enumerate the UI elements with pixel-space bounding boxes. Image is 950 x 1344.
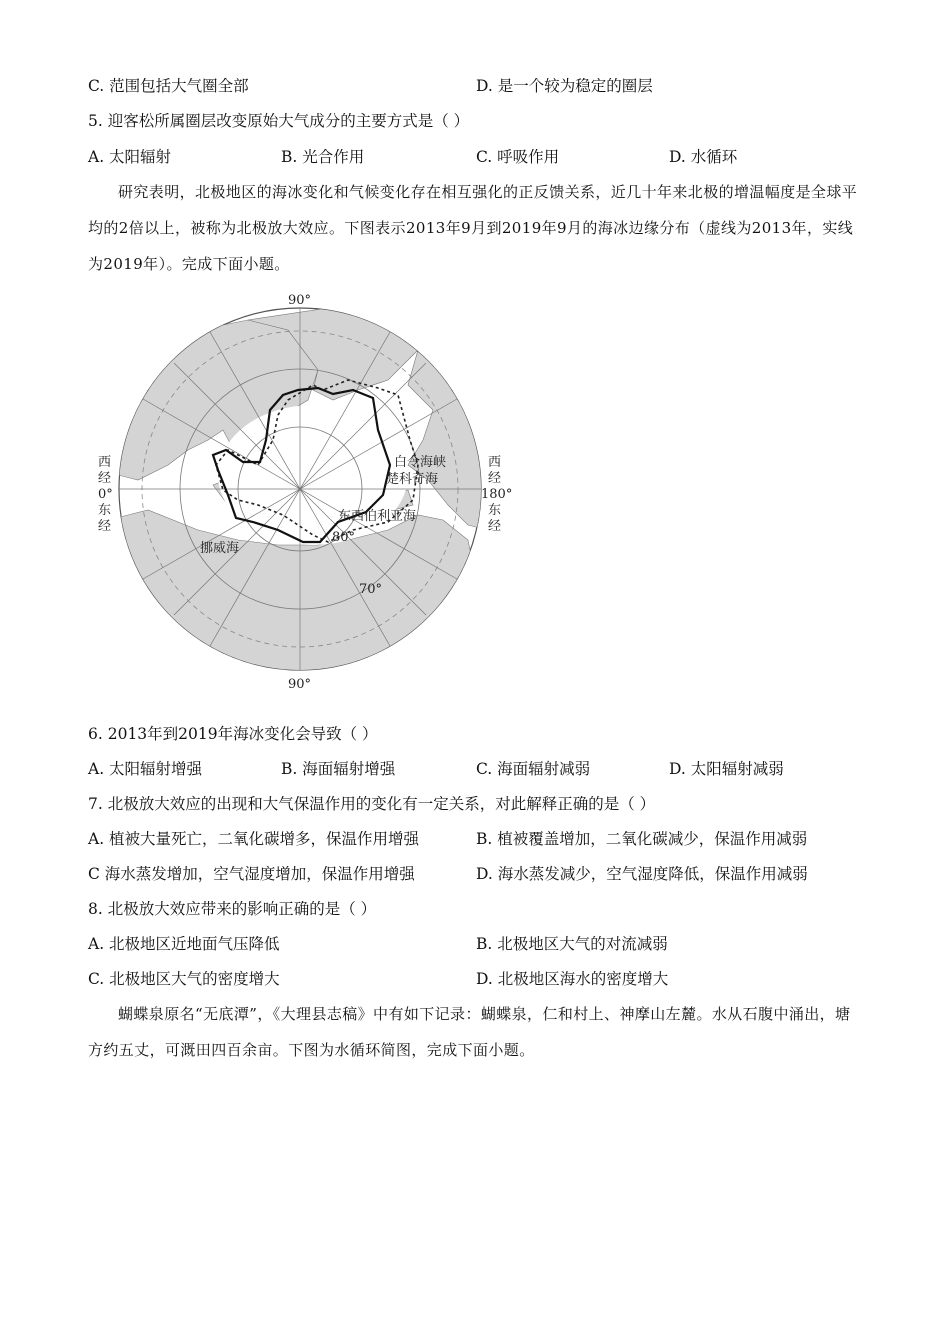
- q4-option-d: D. 是一个较为稳定的圈层: [476, 77, 653, 95]
- q7-option-a: A. 植被大量死亡，二氧化碳增多，保温作用增强: [88, 830, 420, 848]
- q5-option-a: A. 太阳辐射: [88, 148, 172, 166]
- label-right-meridian: [481, 455, 512, 534]
- q6-stem: 6. 2013年到2019年海冰变化会导致（ ）: [88, 725, 378, 743]
- q6-option-d: D. 太阳辐射减弱: [669, 760, 784, 778]
- q6-option-c: C. 海面辐射减弱: [476, 760, 591, 778]
- passage-arctic-text: 研究表明，北极地区的海冰变化和气候变化存在相互强化的正反馈关系，近几十年来北极的增温幅度是全球平均的2倍以上，被称为北极放大效应。下图表示2013年9月到2019年9月的海冰边缘分布（虚线为2013年，实线为2019年）。完成下面小题。: [88, 183, 858, 273]
- svg-text:经: 经: [488, 471, 502, 486]
- label-east-siberian-sea: 东西伯利亚海: [338, 509, 417, 524]
- q5-option-d: D. 水循环: [669, 148, 738, 166]
- q8-option-d: D. 北极地区海水的密度增大: [476, 970, 669, 988]
- svg-text:经: 经: [98, 519, 112, 534]
- svg-text:经: 经: [488, 519, 502, 534]
- q6-option-a: A. 太阳辐射增强: [88, 760, 203, 778]
- q4-option-c: C. 范围包括大气圈全部: [88, 77, 249, 95]
- label-bottom-90: 90°: [288, 677, 312, 690]
- label-top-90: 90°: [288, 293, 312, 308]
- label-bering-strait: 白令海峡: [394, 455, 447, 470]
- label-left-meridian: [98, 455, 113, 534]
- q8-option-b: B. 北极地区大气的对流减弱: [476, 935, 668, 953]
- q7-option-d: D. 海水蒸发减少，空气湿度降低，保温作用减弱: [476, 865, 808, 883]
- svg-text:180°: 180°: [481, 487, 513, 502]
- q5-option-c: C. 呼吸作用: [476, 148, 560, 166]
- q7-option-b: B. 植被覆盖增加，二氧化碳减少，保温作用减弱: [476, 830, 808, 848]
- svg-text:0°: 0°: [98, 487, 113, 502]
- passage-butterfly-spring: [88, 996, 863, 1068]
- label-lat-70: 70°: [359, 582, 383, 597]
- q7-option-c: C 海水蒸发增加，空气湿度增加，保温作用增强: [88, 865, 415, 883]
- q7-stem: 7. 北极放大效应的出现和大气保温作用的变化有一定关系，对此解释正确的是（ ）: [88, 795, 656, 813]
- q8-option-c: C. 北极地区大气的密度增大: [88, 970, 280, 988]
- q6-option-b: B. 海面辐射增强: [281, 760, 396, 778]
- q5-option-b: B. 光合作用: [281, 148, 365, 166]
- passage-arctic: [88, 174, 863, 282]
- svg-text:西: 西: [488, 455, 502, 470]
- q8-option-a: A. 北极地区近地面气压降低: [88, 935, 280, 953]
- label-chukchi-sea: 楚科奇海: [386, 472, 439, 487]
- svg-text:东: 东: [98, 503, 112, 518]
- q5-stem: 5. 迎客松所属圈层改变原始大气成分的主要方式是（ ）: [88, 112, 470, 130]
- passage-butterfly-spring-text: 蝴蝶泉原名“无底潭”，《大理县志稿》中有如下记录：蝴蝶泉，仁和村上、神摩山左麓。水从石腹中涌出，塘方约五丈，可溉田四百余亩。下图为水循环简图，完成下面小题。: [88, 1005, 851, 1059]
- label-lat-80: 80°: [332, 530, 356, 545]
- svg-text:东: 东: [488, 503, 502, 518]
- svg-text:经: 经: [98, 471, 112, 486]
- q8-stem: 8. 北极放大效应带来的影响正确的是（ ）: [88, 900, 377, 918]
- arctic-sea-ice-map: [88, 290, 518, 690]
- svg-text:西: 西: [98, 455, 112, 470]
- label-norwegian-sea: 挪威海: [200, 541, 240, 556]
